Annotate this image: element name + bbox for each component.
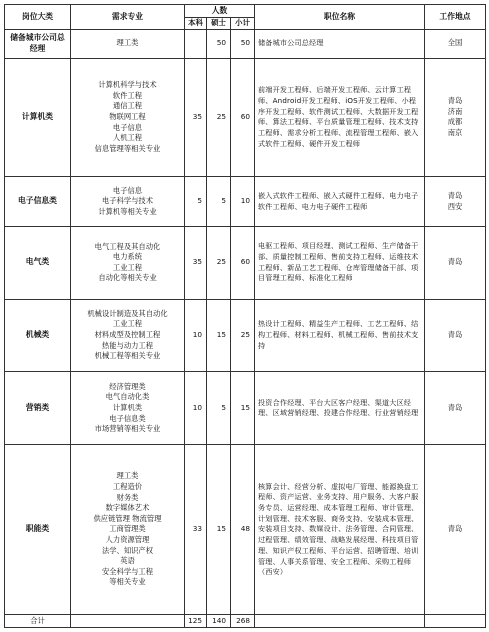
total-master: 140 [207,615,231,628]
row-bachelor: 5 [185,177,207,227]
row-subtotal: 60 [231,58,255,176]
major-item: 通信工程 [112,101,143,111]
row-locations [425,58,486,176]
major-item: 安全科学与工程 [101,566,154,576]
total-subtotal: 268 [231,615,255,628]
table-row [5,371,486,445]
major-item: 电子信息 [112,122,143,132]
row-majors [71,299,185,371]
row-master: 5 [207,371,231,445]
row-subtotal: 50 [231,30,255,59]
location-item: 青岛 [447,257,463,267]
table-row [5,58,486,176]
major-item: 市场营销等相关专业 [94,424,161,434]
row-bachelor [185,30,207,59]
row-locations [425,371,486,445]
major-item: 工业工程 [112,262,143,272]
row-positions: 嵌入式软件工程师、嵌入式硬件工程师、电力电子软件工程师、电力电子硬件工程师 [255,177,425,227]
header-category: 岗位大类 [5,5,71,30]
row-category: 职能类 [5,445,71,615]
row-master: 25 [207,58,231,176]
major-item: 人机工程 [112,133,143,143]
total-label: 合计 [5,615,71,628]
row-subtotal: 25 [231,299,255,371]
total-positions-empty [255,615,425,628]
row-master: 50 [207,30,231,59]
row-locations [425,177,486,227]
row-category: 电子信息类 [5,177,71,227]
row-positions: 投资合作经理、平台大区客户经理、渠道大区经理、区域营销经理、投建合作经理、行业营销经理 [255,371,425,445]
major-item: 计算机等相关专业 [98,206,157,216]
major-item: 电气工程及其自动化 [94,241,161,251]
major-item: 电子科学与技术 [101,196,154,206]
header-master: 硕士 [207,18,231,30]
table-row [5,177,486,227]
row-bachelor: 33 [185,445,207,615]
row-majors [71,177,185,227]
location-item: 西安 [447,201,463,211]
major-item: 理工类 [116,471,139,481]
major-item: 电子信息类 [109,413,146,423]
row-category: 计算机类 [5,58,71,176]
row-positions: 储备城市公司总经理 [255,30,425,59]
major-item: 热能与动力工程 [101,340,154,350]
row-master: 15 [207,299,231,371]
header-majors: 需求专业 [71,5,185,30]
major-item: 电气自动化类 [105,392,150,402]
major-item: 计算机类 [112,402,143,412]
row-positions: 前端开发工程师、后端开发工程师、云计算工程师、Android开发工程师、iOS开发工程师、小程序开发工程师、软件测试工程师、大数据开发工程师、算法工程师、平台质量管理工程师、技术支持工程师、需求分析工程师、流程管理工程师、嵌入式软件工程师、硬件开发工程师 [255,58,425,176]
major-item: 数字媒体艺术 [105,503,150,513]
row-majors [71,371,185,445]
major-item: 财务类 [116,492,139,502]
row-locations [425,445,486,615]
row-majors [71,30,185,59]
location-item: 青岛 [447,524,463,534]
row-category: 储备城市公司总经理 [5,30,71,59]
total-bachelor: 125 [185,615,207,628]
header-subtotal: 小计 [231,18,255,30]
major-item: 人力资源管理 [105,535,150,545]
major-item: 电力系统 [112,252,143,262]
location-item: 青岛 [447,402,463,412]
header-headcount: 人数 [185,5,255,18]
row-master: 25 [207,227,231,299]
row-subtotal: 48 [231,445,255,615]
major-item: 理工类 [116,38,139,48]
row-majors [71,227,185,299]
row-bachelor: 10 [185,371,207,445]
table-row [5,445,486,615]
major-item: 法学、知识产权 [101,545,154,555]
location-item: 济南 [447,106,463,116]
location-item: 青岛 [447,329,463,339]
major-item: 供应链管理 物流管理 [93,513,162,523]
table-body [5,30,486,615]
row-bachelor: 35 [185,227,207,299]
row-locations [425,30,486,59]
row-master: 5 [207,177,231,227]
row-category: 机械类 [5,299,71,371]
location-item: 全国 [447,38,463,48]
row-positions: 热设计工程师、精益生产工程师、工艺工程师、结构工程师、材料工程师、机械工程师、售前技术支持 [255,299,425,371]
row-positions: 核算会计、经营分析、虚拟电厂管理、能源换盘工程师、资产运营、业务支持、用户服务、大客户服务专员、运营经理、成本管理工程师、审计管理、计划管理、技术客服、商务支持、安装成本管理、安装项目支持、数媒设计、法务管理、合同管理、过程管理、绩效管理、战略发展经理、科技项目管理、知识产权工程师、平台运营、招聘管理、培训管理、人事关系管理、安全工程师、采购工程师（西安） [255,445,425,615]
row-master: 15 [207,445,231,615]
header-positions: 职位名称 [255,5,425,30]
header-bachelor: 本科 [185,18,207,30]
location-item: 南京 [447,127,463,137]
row-bachelor: 35 [185,58,207,176]
major-item: 等相关专业 [109,577,146,587]
row-subtotal: 15 [231,371,255,445]
row-positions: 电驱工程师、项目经理、测试工程师、生产储备干部、质量控制工程师、售前支持工程师、运维技术工程师、新品工艺工程师、仓库管理储备干部、项目管理工程师、标准化工程师 [255,227,425,299]
major-item: 工业工程 [112,319,143,329]
row-locations [425,227,486,299]
major-item: 软件工程 [112,90,143,100]
header-location: 工作地点 [425,5,486,30]
row-majors [71,58,185,176]
major-item: 物联网工程 [109,111,146,121]
major-item: 电子信息 [112,185,143,195]
recruitment-table [4,4,486,628]
row-bachelor: 10 [185,299,207,371]
major-item: 信息管理等相关专业 [94,143,161,153]
major-item: 机械设计制造及其自动化 [87,308,168,318]
major-item: 工商管理类 [109,524,146,534]
table-row [5,299,486,371]
table-row [5,30,486,59]
location-item: 青岛 [447,96,463,106]
major-item: 机械工程等相关专业 [94,351,161,361]
row-subtotal: 60 [231,227,255,299]
row-category: 营销类 [5,371,71,445]
row-subtotal: 10 [231,177,255,227]
total-row [5,615,486,628]
major-item: 经济管理类 [109,381,146,391]
total-majors-empty [71,615,185,628]
location-item: 青岛 [447,190,463,200]
row-category: 电气类 [5,227,71,299]
row-locations [425,299,486,371]
major-item: 工程造价 [112,482,143,492]
row-majors [71,445,185,615]
table-row [5,227,486,299]
major-item: 计算机科学与技术 [98,80,157,90]
total-location-empty [425,615,486,628]
major-item: 自动化等相关专业 [98,273,157,283]
major-item: 英语 [120,556,135,566]
location-item: 成都 [447,117,463,127]
major-item: 材料成型及控制工程 [94,329,161,339]
